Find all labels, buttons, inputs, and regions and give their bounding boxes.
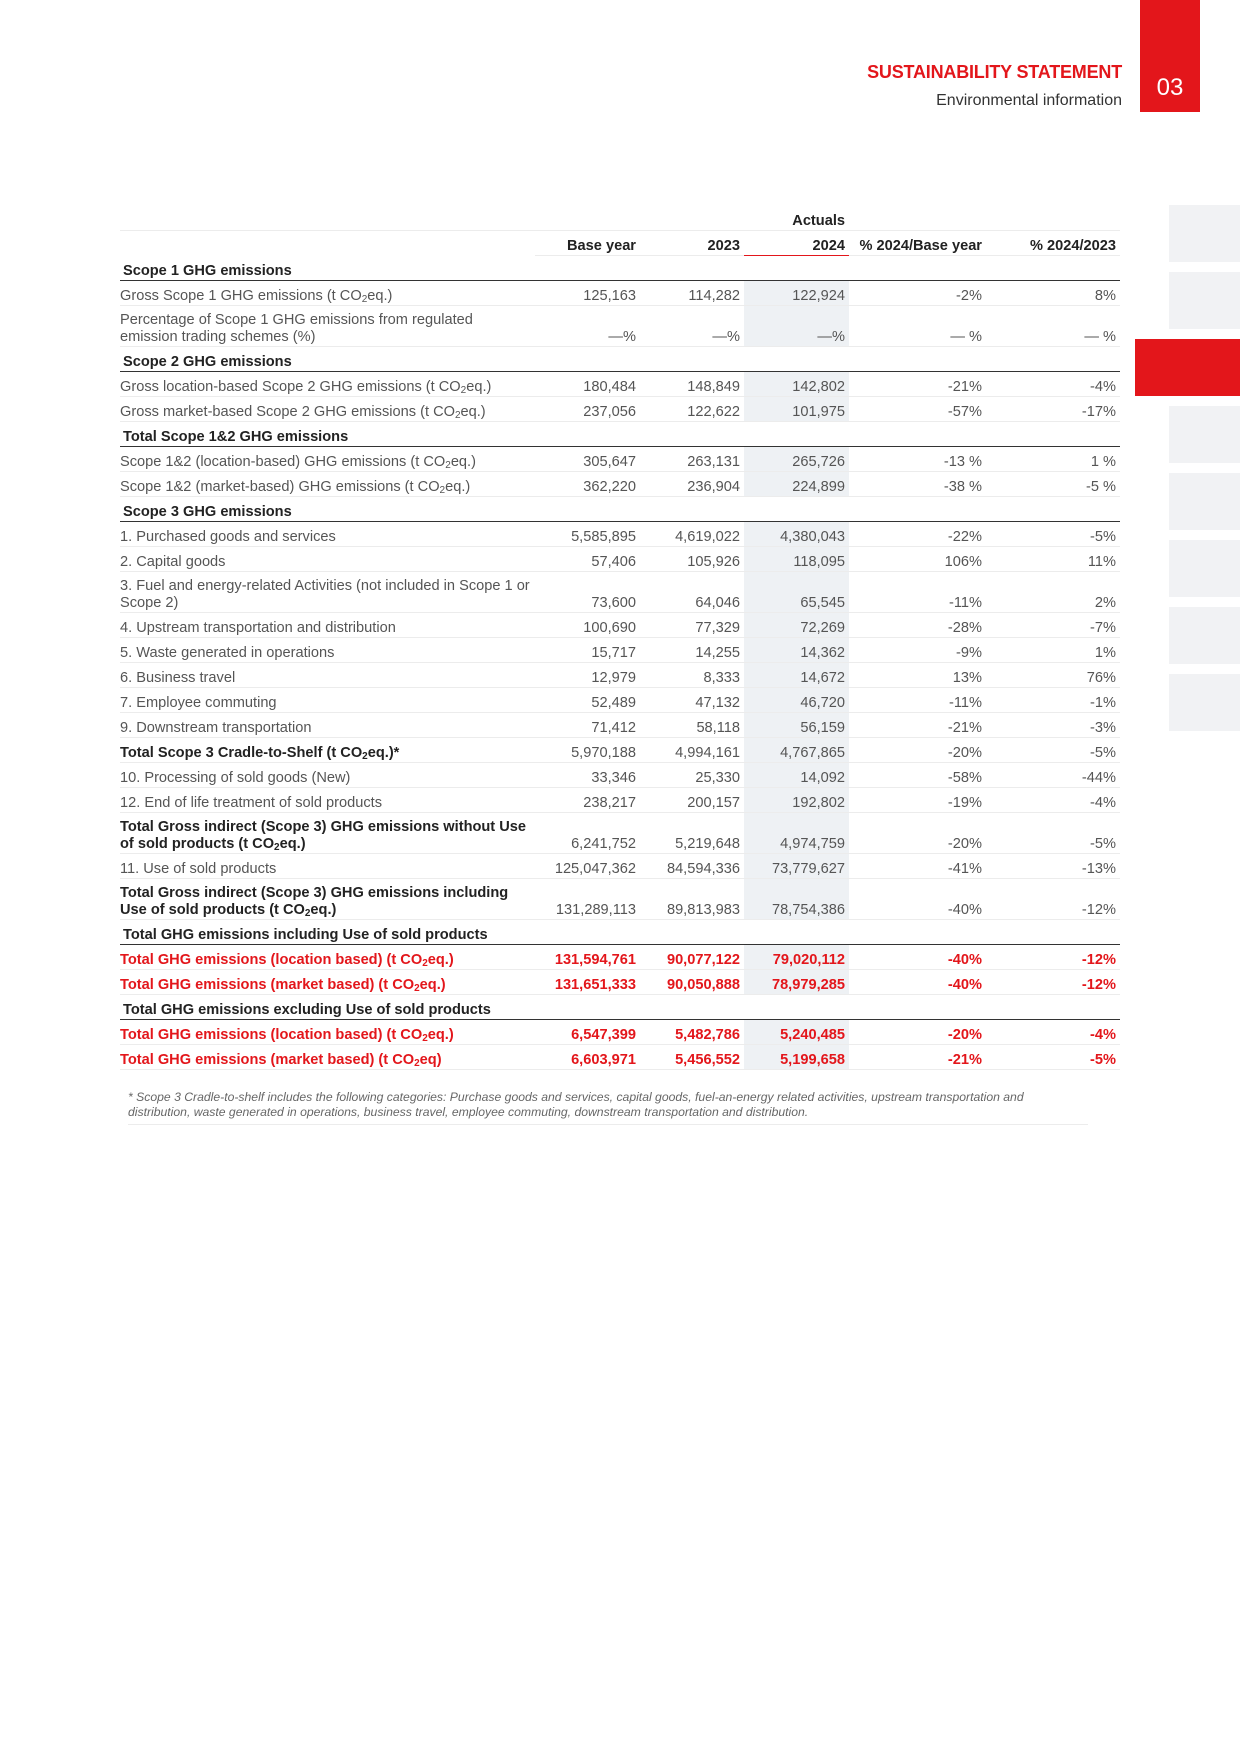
cell-base-year: 238,217 [535, 788, 640, 813]
section-label: Total GHG emissions including Use of sold products [120, 920, 1120, 945]
side-nav-tab-2[interactable] [1169, 272, 1240, 329]
cell-pct-base: -21% [849, 713, 986, 738]
row-label: 9. Downstream transportation [120, 713, 535, 738]
cell-pct-2023: — % [986, 306, 1120, 347]
row-label: Total GHG emissions (location based) (t $CO_2eq$.) [120, 1020, 535, 1045]
cell-base-year: 33,346 [535, 763, 640, 788]
cell-pct-2023: -12% [986, 945, 1120, 970]
cell-pct-2023: -5% [986, 1045, 1120, 1070]
table-row [120, 788, 1120, 813]
cell-pct-2023: -5% [986, 813, 1120, 854]
cell-2023: 4,619,022 [640, 522, 744, 547]
cell-base-year: 131,651,333 [535, 970, 640, 995]
table-row [120, 372, 1120, 397]
cell-base-year: 5,585,895 [535, 522, 640, 547]
cell-base-year: 71,412 [535, 713, 640, 738]
cell-2024: 46,720 [744, 688, 849, 713]
cell-pct-2023: -1% [986, 688, 1120, 713]
cell-2023: 5,219,648 [640, 813, 744, 854]
row-label: Gross location-based Scope 2 GHG emissions (t $CO_2eq$.) [120, 372, 535, 397]
cell-base-year: 73,600 [535, 572, 640, 613]
row-label: 3. Fuel and energy-related Activities (not included in Scope 1 or Scope 2) [120, 572, 535, 613]
cell-base-year: 12,979 [535, 663, 640, 688]
cell-2023: —% [640, 306, 744, 347]
col-header-2024: 2024 [744, 231, 849, 256]
row-label: Total Scope 3 Cradle-to-Shelf (t $CO_2eq.)*$ [120, 738, 535, 763]
cell-pct-base: -40% [849, 970, 986, 995]
col-header-pct-2023: % 2024/2023 [986, 231, 1120, 256]
cell-2024: 72,269 [744, 613, 849, 638]
cell-2024: 142,802 [744, 372, 849, 397]
cell-pct-2023: -7% [986, 613, 1120, 638]
cell-base-year: 52,489 [535, 688, 640, 713]
row-label: Total Gross indirect (Scope 3) GHG emissions including Use of sold products (t $CO_2eq$.) [120, 879, 535, 920]
side-nav-tab-1[interactable] [1169, 205, 1240, 262]
cell-2024: 224,899 [744, 472, 849, 497]
row-label: 7. Employee commuting [120, 688, 535, 713]
table-row [120, 763, 1120, 788]
total-row [120, 945, 1120, 970]
table-body [120, 256, 1120, 1070]
cell-pct-2023: 11% [986, 547, 1120, 572]
cell-2023: 236,904 [640, 472, 744, 497]
cell-pct-base: -21% [849, 1045, 986, 1070]
row-label: 1. Purchased goods and services [120, 522, 535, 547]
row-label: Scope 1&2 (market-based) GHG emissions (t $CO_2eq$.) [120, 472, 535, 497]
cell-2024: 4,380,043 [744, 522, 849, 547]
cell-base-year: 305,647 [535, 447, 640, 472]
section-row [120, 422, 1120, 447]
row-label: 10. Processing of sold goods (New) [120, 763, 535, 788]
cell-pct-2023: 76% [986, 663, 1120, 688]
section-label: Scope 3 GHG emissions [120, 497, 1120, 522]
cell-base-year: 100,690 [535, 613, 640, 638]
table-row [120, 472, 1120, 497]
row-label: Gross Scope 1 GHG emissions (t $CO_2eq$.) [120, 281, 535, 306]
cell-pct-base: -58% [849, 763, 986, 788]
row-label: Total Gross indirect (Scope 3) GHG emissions without Use of sold products (t $CO_2eq$.) [120, 813, 535, 854]
cell-pct-base: -40% [849, 945, 986, 970]
cell-2023: 263,131 [640, 447, 744, 472]
footnote: * Scope 3 Cradle-to-shelf includes the following categories: Purchase goods and services, capital goods, fuel-an-energy related activities, upstream transportation and distribution, waste generated in operations, business travel, employee commuting, downstream transportation and distribution. [128, 1090, 1088, 1125]
cell-base-year: —% [535, 306, 640, 347]
row-label: 4. Upstream transportation and distribution [120, 613, 535, 638]
ghg-emissions-table [120, 206, 1120, 1070]
cell-pct-base: -20% [849, 738, 986, 763]
cell-pct-base: -21% [849, 372, 986, 397]
cell-pct-base: -40% [849, 879, 986, 920]
row-label: 2. Capital goods [120, 547, 535, 572]
side-nav-tab-8[interactable] [1169, 674, 1240, 731]
table-row [120, 663, 1120, 688]
cell-base-year: 131,289,113 [535, 879, 640, 920]
cell-pct-base: -20% [849, 813, 986, 854]
table-row [120, 879, 1120, 920]
cell-base-year: 362,220 [535, 472, 640, 497]
cell-2023: 105,926 [640, 547, 744, 572]
table-row [120, 688, 1120, 713]
row-label: Percentage of Scope 1 GHG emissions from regulated emission trading schemes (%) [120, 306, 535, 347]
cell-pct-base: 13% [849, 663, 986, 688]
cell-pct-base: -11% [849, 572, 986, 613]
table-row [120, 713, 1120, 738]
row-label: Scope 1&2 (location-based) GHG emissions (t $CO_2eq$.) [120, 447, 535, 472]
cell-pct-base: -28% [849, 613, 986, 638]
table-row [120, 854, 1120, 879]
cell-2023: 25,330 [640, 763, 744, 788]
cell-pct-base: — % [849, 306, 986, 347]
row-label: 5. Waste generated in operations [120, 638, 535, 663]
row-label: Gross market-based Scope 2 GHG emissions (t $CO_2eq$.) [120, 397, 535, 422]
total-row [120, 1020, 1120, 1045]
cell-pct-2023: -5% [986, 522, 1120, 547]
total-row [120, 1045, 1120, 1070]
cell-pct-2023: -44% [986, 763, 1120, 788]
side-nav-tab-4[interactable] [1169, 406, 1240, 463]
cell-2024: —% [744, 306, 849, 347]
cell-2024: 78,754,386 [744, 879, 849, 920]
cell-2023: 148,849 [640, 372, 744, 397]
cell-2023: 90,077,122 [640, 945, 744, 970]
cell-2024: 5,240,485 [744, 1020, 849, 1045]
cell-base-year: 15,717 [535, 638, 640, 663]
cell-2024: 78,979,285 [744, 970, 849, 995]
cell-pct-base: -20% [849, 1020, 986, 1045]
section-label: Total GHG emissions excluding Use of sold products [120, 995, 1120, 1020]
cell-base-year: 6,241,752 [535, 813, 640, 854]
cell-pct-2023: -4% [986, 372, 1120, 397]
cell-pct-base: -38 % [849, 472, 986, 497]
table-row [120, 813, 1120, 854]
cell-base-year: 237,056 [535, 397, 640, 422]
cell-pct-2023: -5% [986, 738, 1120, 763]
cell-2024: 4,974,759 [744, 813, 849, 854]
cell-pct-2023: -5 % [986, 472, 1120, 497]
chapter-tab[interactable]: 03 [1140, 0, 1200, 112]
side-nav-tab-active[interactable] [1135, 339, 1240, 396]
cell-2024: 65,545 [744, 572, 849, 613]
cell-base-year: 6,603,971 [535, 1045, 640, 1070]
cell-2023: 200,157 [640, 788, 744, 813]
section-subtitle: Environmental information [936, 92, 1122, 109]
table-row [120, 281, 1120, 306]
cell-2023: 64,046 [640, 572, 744, 613]
section-row [120, 347, 1120, 372]
table-row [120, 613, 1120, 638]
cell-2024: 14,672 [744, 663, 849, 688]
side-nav-tab-5[interactable] [1169, 473, 1240, 530]
cell-2023: 4,994,161 [640, 738, 744, 763]
cell-pct-2023: -12% [986, 970, 1120, 995]
section-row [120, 920, 1120, 945]
section-row [120, 256, 1120, 281]
cell-2023: 122,622 [640, 397, 744, 422]
cell-base-year: 57,406 [535, 547, 640, 572]
section-label: Scope 2 GHG emissions [120, 347, 1120, 372]
table-row [120, 738, 1120, 763]
cell-2023: 14,255 [640, 638, 744, 663]
side-nav-tab-6[interactable] [1169, 540, 1240, 597]
cell-base-year: 6,547,399 [535, 1020, 640, 1045]
table-row [120, 522, 1120, 547]
cell-pct-2023: -13% [986, 854, 1120, 879]
table-row [120, 638, 1120, 663]
cell-pct-base: -9% [849, 638, 986, 663]
cell-pct-base: -2% [849, 281, 986, 306]
cell-pct-2023: -12% [986, 879, 1120, 920]
cell-pct-2023: 1% [986, 638, 1120, 663]
row-label: 11. Use of sold products [120, 854, 535, 879]
table-row [120, 306, 1120, 347]
cell-2024: 5,199,658 [744, 1045, 849, 1070]
table-row [120, 397, 1120, 422]
side-nav-tab-7[interactable] [1169, 607, 1240, 664]
cell-pct-base: 106% [849, 547, 986, 572]
side-navigation [1169, 205, 1240, 741]
total-row [120, 970, 1120, 995]
cell-2023: 84,594,336 [640, 854, 744, 879]
cell-2024: 14,362 [744, 638, 849, 663]
col-header-pct-base: % 2024/Base year [849, 231, 986, 256]
cell-pct-2023: -4% [986, 788, 1120, 813]
row-label: Total GHG emissions (market based) (t $CO_2eq$.) [120, 970, 535, 995]
section-label: Total Scope 1&2 GHG emissions [120, 422, 1120, 447]
cell-base-year: 125,163 [535, 281, 640, 306]
cell-2024: 192,802 [744, 788, 849, 813]
section-row [120, 995, 1120, 1020]
cell-2023: 89,813,983 [640, 879, 744, 920]
cell-pct-base: -22% [849, 522, 986, 547]
cell-pct-2023: 1 % [986, 447, 1120, 472]
row-label: 12. End of life treatment of sold products [120, 788, 535, 813]
cell-2024: 56,159 [744, 713, 849, 738]
cell-2024: 122,924 [744, 281, 849, 306]
cell-pct-2023: 8% [986, 281, 1120, 306]
cell-pct-base: -57% [849, 397, 986, 422]
table-row [120, 547, 1120, 572]
cell-2023: 58,118 [640, 713, 744, 738]
row-label: 6. Business travel [120, 663, 535, 688]
cell-2024: 73,779,627 [744, 854, 849, 879]
cell-base-year: 180,484 [535, 372, 640, 397]
cell-2024: 4,767,865 [744, 738, 849, 763]
cell-base-year: 125,047,362 [535, 854, 640, 879]
cell-2023: 47,132 [640, 688, 744, 713]
cell-2023: 114,282 [640, 281, 744, 306]
cell-2024: 265,726 [744, 447, 849, 472]
section-title: SUSTAINABILITY STATEMENT [867, 62, 1122, 82]
row-label: Total GHG emissions (market based) (t $CO_2eq$) [120, 1045, 535, 1070]
cell-2023: 5,482,786 [640, 1020, 744, 1045]
section-row [120, 497, 1120, 522]
cell-pct-base: -41% [849, 854, 986, 879]
cell-2023: 77,329 [640, 613, 744, 638]
col-header-2023: 2023 [640, 231, 744, 256]
table-row [120, 572, 1120, 613]
row-label: Total GHG emissions (location based) (t $CO_2eq$.) [120, 945, 535, 970]
cell-base-year: 5,970,188 [535, 738, 640, 763]
cell-2024: 101,975 [744, 397, 849, 422]
cell-pct-2023: -17% [986, 397, 1120, 422]
cell-2024: 118,095 [744, 547, 849, 572]
section-label: Scope 1 GHG emissions [120, 256, 1120, 281]
table-row [120, 447, 1120, 472]
cell-2023: 8,333 [640, 663, 744, 688]
cell-pct-base: -19% [849, 788, 986, 813]
cell-pct-2023: -4% [986, 1020, 1120, 1045]
cell-pct-2023: -3% [986, 713, 1120, 738]
cell-base-year: 131,594,761 [535, 945, 640, 970]
cell-pct-base: -11% [849, 688, 986, 713]
cell-pct-2023: 2% [986, 572, 1120, 613]
actuals-header: Actuals [744, 206, 849, 231]
cell-pct-base: -13 % [849, 447, 986, 472]
col-header-base-year: Base year [535, 231, 640, 256]
cell-2024: 79,020,112 [744, 945, 849, 970]
cell-2023: 90,050,888 [640, 970, 744, 995]
cell-2024: 14,092 [744, 763, 849, 788]
cell-2023: 5,456,552 [640, 1045, 744, 1070]
